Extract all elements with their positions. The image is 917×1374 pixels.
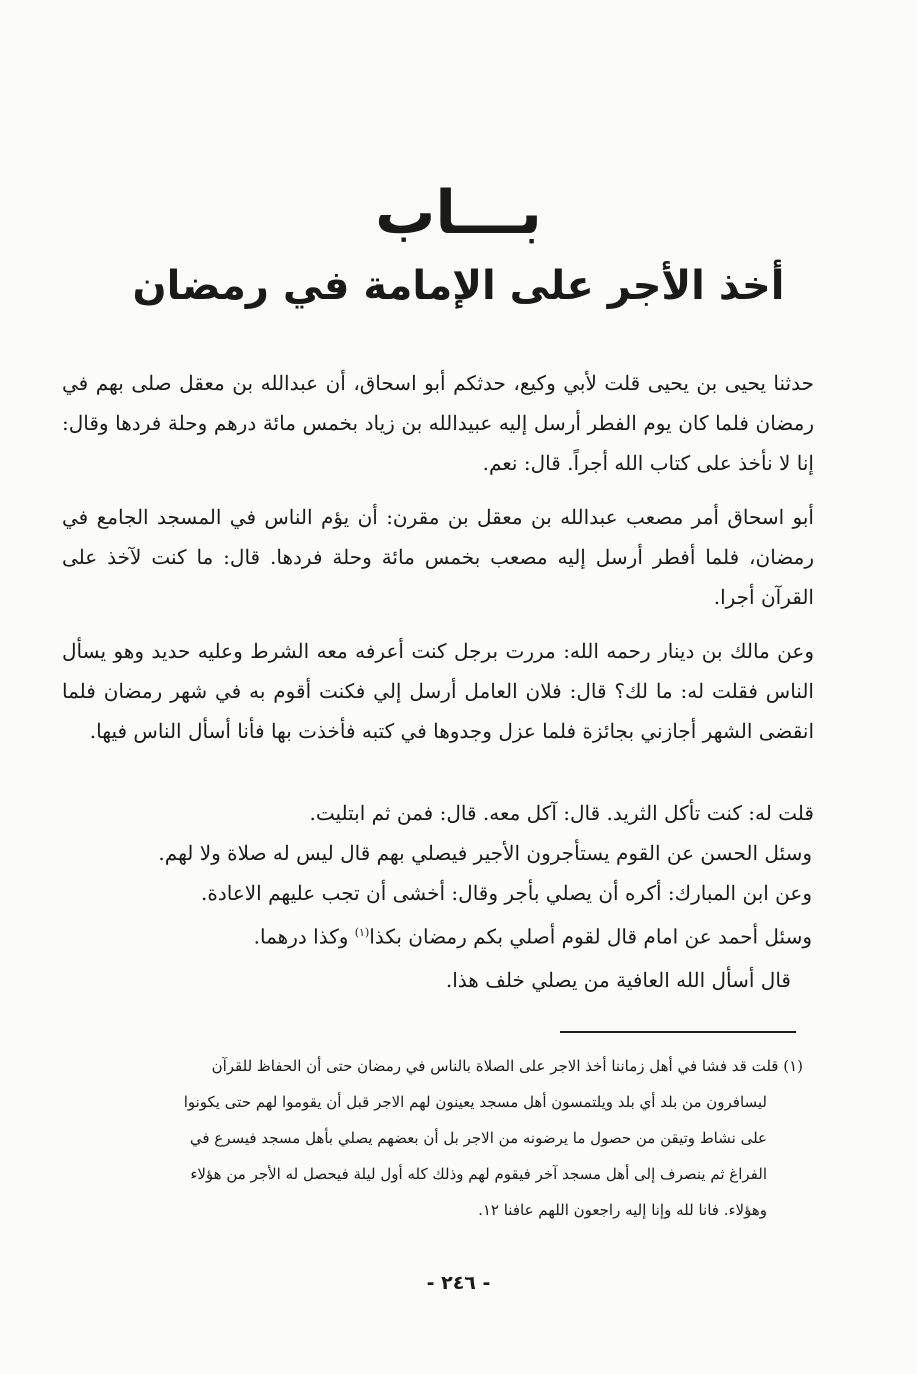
- mubarak-line: وعن ابن المبارك: أكره أن يصلي بأجر وقال: أخشى أن تجب عليهم الاعادة.: [201, 881, 812, 905]
- footnote-line-2: ليسافرون من بلد أي بلد ويلتمسون أهل مسجد يعينون لهم الاجر قبل أن يقوموا لهم حتى يكونوا: [183, 1093, 767, 1111]
- paragraph-2: أبو اسحاق أمر مصعب عبدالله بن معقل بن مقرن: أن يؤم الناس في المسجد الجامع في رمضان، فلما أفطر أرسل إليه مصعب بخمس مائة وحلة فردها. قال: ما كنت لآخذ على القرآن أجرا.: [62, 505, 814, 609]
- footnote-separator: [560, 1031, 796, 1033]
- paragraph-1: حدثنا يحيى بن يحيى قلت لأبي وكيع، حدثكم أبو اسحاق، أن عبدالله بن معقل صلى بهم في رمضان فلما كان يوم الفطر أرسل إليه عبيدالله بن زياد بخمس مائة درهم وحلة فردها وقال: إنا لا نأخذ على كتاب الله أجراً. قال: نعم.: [62, 371, 814, 475]
- chapter-label: بـــاب: [375, 178, 542, 248]
- paragraph-4: قلت له: كنت تأكل الثريد. قال: آكل معه. قال: فمن ثم ابتليت.: [309, 801, 814, 825]
- ahmad-line: [254, 913, 812, 957]
- footnote-line-4: الفراغ ثم ينصرف إلى أهل مسجد آخر فيقوم لهم وذلك كله أول ليلة فيحصل له الأجر من هؤلاء: [190, 1165, 767, 1183]
- hasan-line: وسئل الحسن عن القوم يستأجرون الأجير فيصلي بهم قال ليس له صلاة ولا لهم.: [158, 841, 812, 865]
- footnote-line-5: وهؤلاء. فانا لله وإنا إليه راجعون اللهم عافنا ١٢.: [478, 1201, 767, 1219]
- footnote-reference: (١): [354, 926, 370, 939]
- footnote-line-3: على نشاط وتيقن من حصول ما يرضونه من الاجر بل أن بعضهم يصلي بأهل مسجد فيسرع في: [189, 1129, 767, 1147]
- chapter-title: أخذ الأجر على الإمامة في رمضان: [132, 263, 785, 309]
- page-number: - ٢٤٦ -: [426, 1272, 491, 1294]
- paragraph-3: وعن مالك بن دينار رحمه الله: مررت برجل كنت أعرفه معه الشرط وعليه حديد وهو يسأل الناس فقلت له: ما لك؟ قال: فلان العامل أرسل إلي فكنت أقوم به في شهر رمضان فلما انقضى الشهر أجازني بجائزة فلما عزل وجدوها في كتبه فأخذت بها فأنا أسأل الناس فيها.: [62, 639, 814, 743]
- footnote-line-1: (١) قلت قد فشا في أهل زماننا أخذ الاجر على الصلاة بالناس في رمضان حتى أن الحفاظ للقرآن: [211, 1057, 803, 1075]
- ahmad-line-text: وسئل أحمد عن امام قال لقوم أصلي بكم رمضان بكذا: [369, 924, 812, 949]
- ahmad-line-tail: وكذا درهما.: [253, 924, 355, 949]
- footnote: [58, 1048, 803, 1228]
- closing-line: قال أسأل الله العافية من يصلي خلف هذا.: [445, 968, 791, 992]
